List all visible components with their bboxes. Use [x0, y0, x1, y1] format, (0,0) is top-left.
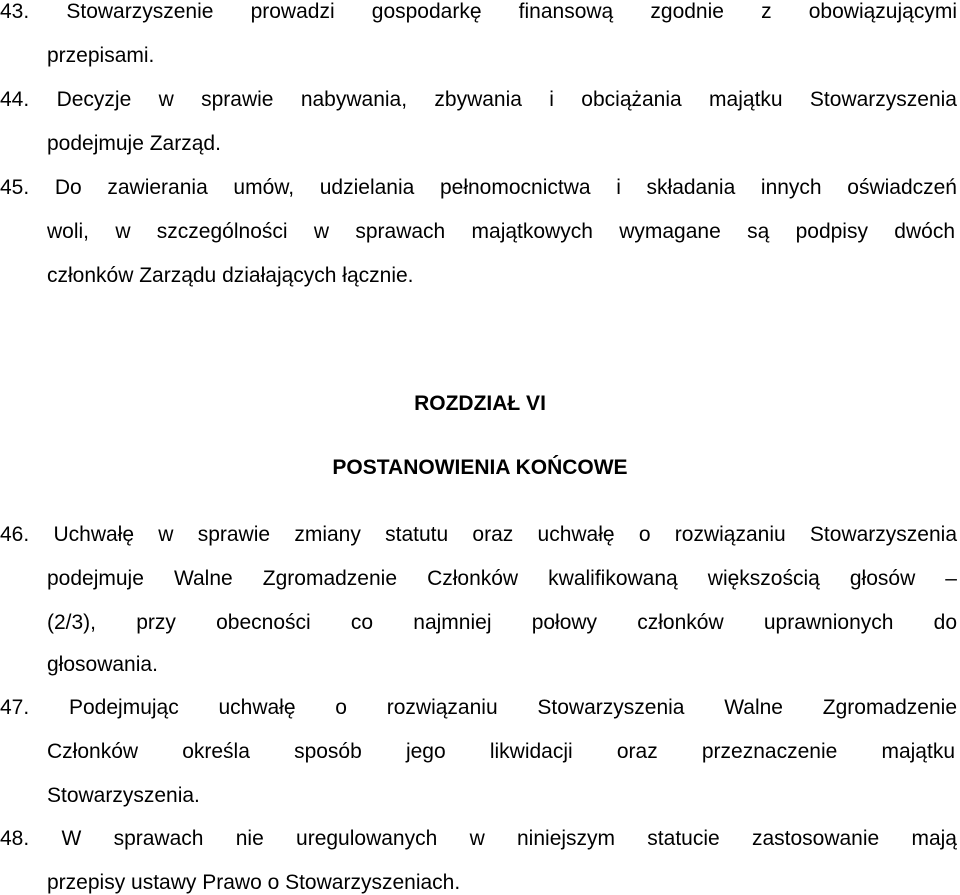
paragraph-48-line-1 — [0, 828, 957, 849]
chapter-subtitle: POSTANOWIENIA KOŃCOWE — [332, 456, 628, 479]
paragraph-46-line-2: podejmuje Walne Zgromadzenie Członków kwalifikowaną większością głosów – — [47, 567, 957, 590]
paragraph-46-line-1 — [0, 524, 957, 545]
paragraph-44-line-2: podejmuje Zarząd. — [47, 132, 221, 155]
paragraph-number: 46. — [0, 523, 30, 546]
paragraph-47-line-3: Stowarzyszenia. — [47, 784, 200, 807]
paragraph-text: Podejmując uchwałę o rozwiązaniu Stowarzyszenia Walne Zgromadzenie — [68, 696, 957, 719]
paragraph-43-line-2: przepisami. — [47, 44, 155, 67]
paragraph-number: 48. — [0, 827, 30, 850]
paragraph-number: 47. — [0, 696, 30, 719]
paragraph-45-line-1 — [0, 177, 957, 198]
paragraph-45-line-3: członków Zarządu działających łącznie. — [47, 264, 414, 287]
paragraph-text: Stowarzyszenie prowadzi gospodarkę finansową zgodnie z obowiązującymi — [66, 0, 957, 23]
paragraph-46-line-3: (2/3), przy obecności co najmniej połowy członków uprawnionych do — [47, 611, 957, 634]
paragraph-48-line-2: przepisy ustawy Prawo o Stowarzyszeniach. — [47, 871, 461, 894]
paragraph-44-line-1 — [0, 89, 957, 110]
chapter-title: ROZDZIAŁ VI — [414, 392, 546, 415]
paragraph-47-line-1 — [0, 697, 957, 718]
paragraph-number: 44. — [0, 88, 30, 111]
paragraph-43-line-1 — [0, 1, 957, 22]
paragraph-number: 45. — [0, 176, 30, 199]
paragraph-text: Do zawierania umów, udzielania pełnomocnictwa i składania innych oświadczeń — [54, 176, 957, 199]
paragraph-number: 43. — [0, 0, 30, 23]
paragraph-text: Uchwałę w sprawie zmiany statutu oraz uchwałę o rozwiązaniu Stowarzyszenia — [53, 523, 957, 546]
paragraph-text: Decyzje w sprawie nabywania, zbywania i obciążania majątku Stowarzyszenia — [56, 88, 957, 111]
paragraph-47-line-2: Członków określa sposób jego likwidacji oraz przeznaczenie majątku — [47, 740, 955, 763]
paragraph-text: W sprawach nie uregulowanych w niniejszym statucie zastosowanie mają — [61, 827, 957, 850]
paragraph-46-line-4: głosowania. — [47, 653, 158, 676]
paragraph-45-line-2: woli, w szczególności w sprawach majątkowych wymagane są podpisy dwóch — [47, 220, 955, 243]
